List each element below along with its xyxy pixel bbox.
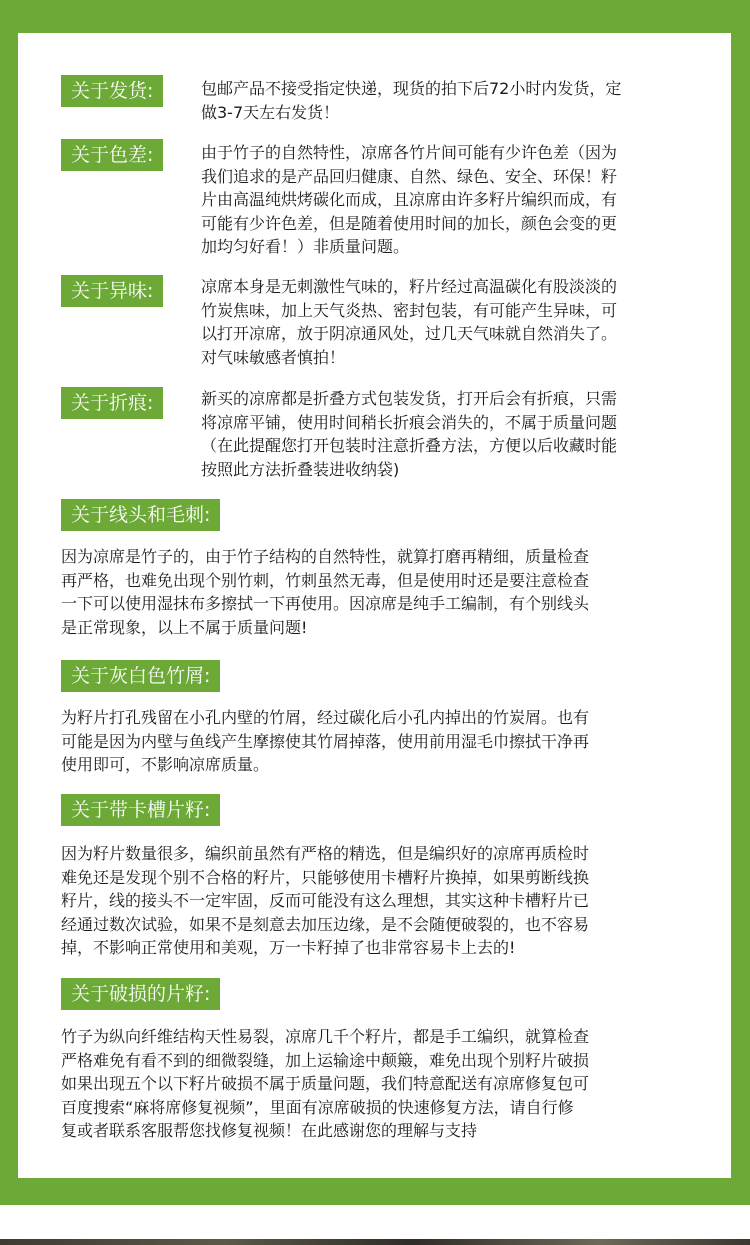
- text-line: 按照此方法折叠装进收纳袋): [201, 459, 400, 479]
- text-line: 是正常现象，以上不属于质量问题!: [61, 617, 308, 637]
- section-body-color-difference: [201, 141, 691, 259]
- text-line: 片由高温纯烘烤碳化而成，且凉席由许多籽片编织而成，有: [201, 190, 618, 209]
- section-label-odor: 关于异味:: [61, 275, 163, 307]
- section-label-threads-burrs: 关于线头和毛刺:: [61, 499, 220, 531]
- section-body-odor: [201, 275, 691, 369]
- text-line: 竹炭焦味，加上天气炎热、密封包装，有可能产生异味，可: [201, 300, 618, 320]
- section-body-slotted-pieces: [61, 842, 693, 960]
- text-line: 包邮产品不接受指定快递，现货的拍下后72小时内发货，定: [201, 79, 622, 98]
- section-label-slotted-pieces: 关于带卡槽片籽:: [61, 794, 220, 826]
- text-line: 由于竹子的自然特性，凉席各竹片间可能有少许色差（因为: [201, 143, 618, 162]
- text-line: 再严格，也难免出现个别竹刺，竹刺虽然无毒，但是使用时还是要注意检查: [61, 570, 590, 590]
- section-label-bamboo-dust: 关于灰白色竹屑:: [61, 660, 220, 692]
- section-body-damaged-pieces: [61, 1025, 693, 1143]
- text-line: （在此提醒您打开包装时注意折叠方法，方便以后收藏时能: [201, 436, 618, 455]
- text-line: 严格难免有看不到的细微裂缝，加上运输途中颠簸，难免出现个别籽片破损: [61, 1050, 590, 1070]
- text-line: 竹子为纵向纤维结构天性易裂，凉席几千个籽片，都是手工编织，就算检查: [61, 1027, 590, 1046]
- text-line: 新买的凉席都是折叠方式包装发货，打开后会有折痕，只需: [201, 389, 618, 408]
- section-body-threads-burrs: [61, 545, 693, 639]
- text-line: 百度搜索“麻将席修复视频”，里面有凉席破损的快速修复方法，请自行修: [61, 1097, 574, 1117]
- text-line: 可能是因为内壁与鱼线产生摩擦使其竹屑掉落，使用前用湿毛巾擦拭干净再: [61, 731, 590, 751]
- text-line: 加均匀好看！）非质量问题。: [201, 237, 410, 256]
- text-line: 做3-7天左右发货！: [201, 102, 340, 122]
- text-line: 因为籽片数量很多，编织前虽然有严格的精选，但是编织好的凉席再质检时: [61, 844, 590, 863]
- text-line: 可能有少许色差，但是随着使用时间的加长，颜色会变的更: [201, 213, 618, 233]
- product-photo-strip: [0, 1239, 750, 1245]
- text-line: 难免还是发现个别不合格的籽片，只能够使用卡槽籽片换掉，如果剪断线换: [61, 867, 590, 887]
- section-body-bamboo-dust: [61, 706, 693, 777]
- section-label-creases: 关于折痕:: [61, 387, 163, 419]
- section-label-shipping: 关于发货:: [61, 75, 163, 107]
- text-line: 一下可以使用湿抹布多擦拭一下再使用。因凉席是纯手工编制，有个别线头: [61, 594, 590, 613]
- text-line: 对气味敏感者慎拍！: [201, 347, 346, 367]
- text-line: 以打开凉席，放于阴凉通风处，过几天气味就自然消失了。: [201, 324, 618, 343]
- text-line: 经通过数次试验，如果不是刻意去加压边缘，是不会随便破裂的，也不容易: [61, 914, 590, 934]
- section-label-damaged-pieces: 关于破损的片籽:: [61, 978, 220, 1010]
- section-body-creases: [201, 387, 691, 481]
- text-line: 为籽片打孔残留在小孔内壁的竹屑，经过碳化后小孔内掉出的竹炭屑。也有: [61, 708, 590, 727]
- text-line: 掉，不影响正常使用和美观，万一卡籽掉了也非常容易卡上去的!: [61, 938, 516, 957]
- section-body-shipping: [201, 77, 691, 124]
- text-line: 凉席本身是无刺激性气味的，籽片经过高温碳化有股淡淡的: [201, 277, 618, 296]
- text-line: 因为凉席是竹子的，由于竹子结构的自然特性，就算打磨再精细，质量检查: [61, 547, 590, 566]
- text-line: 如果出现五个以下籽片破损不属于质量问题，我们特意配送有凉席修复包可: [61, 1074, 590, 1093]
- text-line: 我们追求的是产品回归健康、自然、绿色、安全、环保！籽: [201, 166, 618, 186]
- text-line: 籽片，线的接头不一定牢固，反而可能没有这么理想，其实这种卡槽籽片已: [61, 891, 590, 910]
- text-line: 将凉席平铺，使用时间稍长折痕会消失的，不属于质量问题: [201, 412, 618, 432]
- text-line: 使用即可，不影响凉席质量。: [61, 755, 270, 774]
- text-line: 复或者联系客服帮您找修复视频！在此感谢您的理解与支持: [61, 1121, 478, 1140]
- section-label-color-difference: 关于色差:: [61, 139, 163, 171]
